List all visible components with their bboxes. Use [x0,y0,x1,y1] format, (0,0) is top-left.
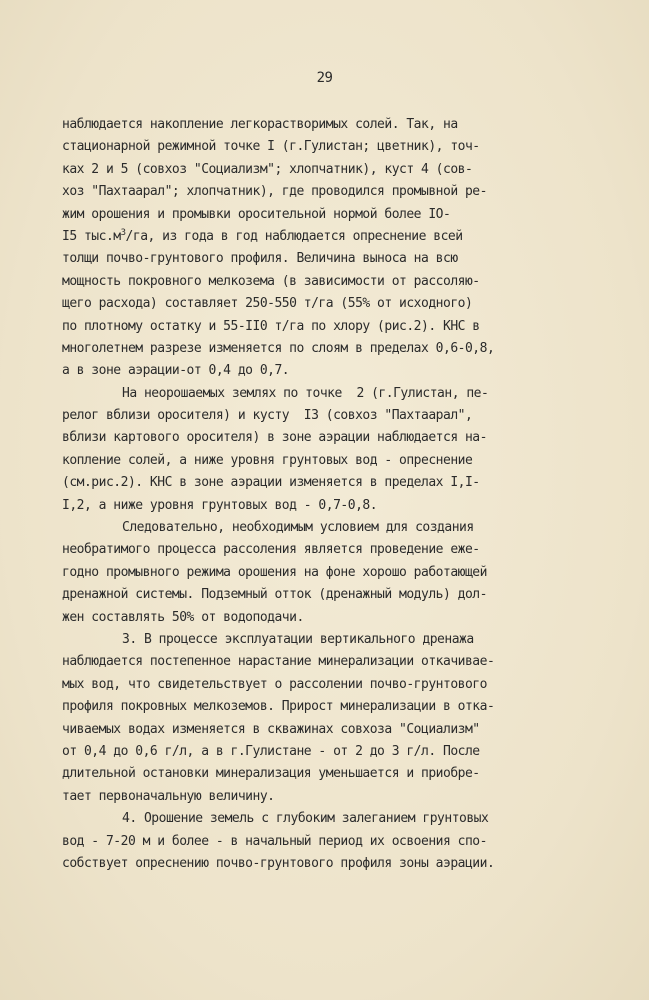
text-line [62,831,562,853]
text-line [62,763,562,785]
text-line-content: жен составлять 50% от водоподачи. [62,609,304,625]
text-line-continuation: /га, из года в год наблюдается опреснение всей [125,228,463,244]
text-line-content: необратимого процесса рассоления является проведение еже- [62,542,480,558]
text-line [62,674,562,696]
superscript: 3 [120,227,126,238]
text-line [62,136,562,158]
text-line [62,293,562,315]
text-line [62,741,562,763]
text-line [62,539,562,561]
text-line [62,696,562,718]
text-line-content: I5 тыс.м [62,228,121,244]
text-line [62,562,562,584]
text-line [62,383,562,405]
text-line-content: наблюдается накопление легкорастворимых солей. Так, на [62,117,458,132]
text-line-content: наблюдается постепенное нарастание минерализации откачивае- [62,654,495,670]
text-line-content: жим орошения и промывки оросительной нормой более IO- [62,206,451,222]
text-line-content: собствует опреснению почво-грунтового профиля зоны аэрации. [62,855,495,871]
text-line-content: Следовательно, необходимым условием для создания [122,520,474,536]
text-line [62,495,562,517]
page-number: 29 [316,70,333,86]
text-line [62,472,562,494]
text-line-content: стационарной режимной точке I (г.Гулистан; цветник), точ- [62,139,480,155]
text-line [62,651,562,673]
text-line-content: от 0,4 до 0,6 г/л, а в г.Гулистане - от 2 до 3 г/л. После [62,743,480,759]
text-line [62,786,562,808]
text-line [62,808,562,830]
text-line-content: 3. В процессе эксплуатации вертикального дренажа [122,631,474,647]
text-line-content: чиваемых водах изменяется в скважинах совхоза "Социализм" [62,721,480,737]
text-line-content: На неорошаемых землях по точке 2 (г.Гулистан, пе- [122,385,489,401]
text-line [62,607,562,629]
text-line-content: 4. Орошение земель с глубоким залеганием грунтовых [122,811,489,827]
text-line [62,427,562,449]
text-line [62,338,562,360]
text-line [62,204,562,226]
text-line [62,405,562,427]
text-line [62,629,562,651]
text-line [62,271,562,293]
text-line-content: профиля покровных мелкоземов. Прирост минерализации в отка- [62,699,495,715]
text-line [62,159,562,181]
text-line [62,114,562,136]
text-line-content: длительной остановки минерализация уменьшается и приобре- [62,766,480,782]
text-line-content: дренажной системы. Подземный отток (дренажный модуль) дол- [62,587,487,603]
text-line [62,360,562,382]
text-line [62,181,562,203]
text-line-content: мощность покровного мелкозема (в зависимости от рассоляю- [62,273,480,289]
text-line-content: вблизи картового оросителя) в зоне аэрации наблюдается на- [62,430,487,446]
text-line-content: а в зоне аэрации-от 0,4 до 0,7. [62,363,290,379]
text-line [62,719,562,741]
body-text [62,114,562,875]
text-line-content: многолетнем разрезе изменяется по слоям в пределах 0,6-0,8, [62,340,495,356]
text-line [62,517,562,539]
text-line-content: толщи почво-грунтового профиля. Величина выноса на всю [62,251,458,267]
text-line-content: годно промывного режима орошения на фоне хорошо работающей [62,564,487,580]
text-line-content: (см.рис.2). КНС в зоне аэрации изменяется в пределах I,I- [62,475,480,491]
text-line [62,853,562,875]
text-line-content: щего расхода) составляет 250-550 т/га (55% от исходного) [62,296,473,312]
text-line-content: ках 2 и 5 (совхоз "Социализм"; хлопчатник), куст 4 (сов- [62,161,473,177]
text-line-content: копление солей, а ниже уровня грунтовых вод - опреснение [62,452,473,468]
text-line [62,450,562,472]
text-line [62,226,562,248]
text-line-content: релог вблизи оросителя) и кусту I3 (совхоз "Пахтаарал", [62,408,473,424]
text-line-content: I,2, а ниже уровня грунтовых вод - 0,7-0,8. [62,497,378,513]
text-line [62,248,562,270]
text-line-content: хоз "Пахтаарал"; хлопчатник), где проводился промывной ре- [62,184,487,200]
text-line [62,316,562,338]
text-line-content: мых вод, что свидетельствует о рассолении почво-грунтового [62,676,487,692]
text-line [62,584,562,606]
text-line-content: по плотному остатку и 55-II0 т/га по хлору (рис.2). КНС в [62,318,480,334]
text-line-content: вод - 7-20 м и более - в начальный период их освоения спо- [62,833,487,849]
text-line-content: тает первоначальную величину. [62,788,275,804]
